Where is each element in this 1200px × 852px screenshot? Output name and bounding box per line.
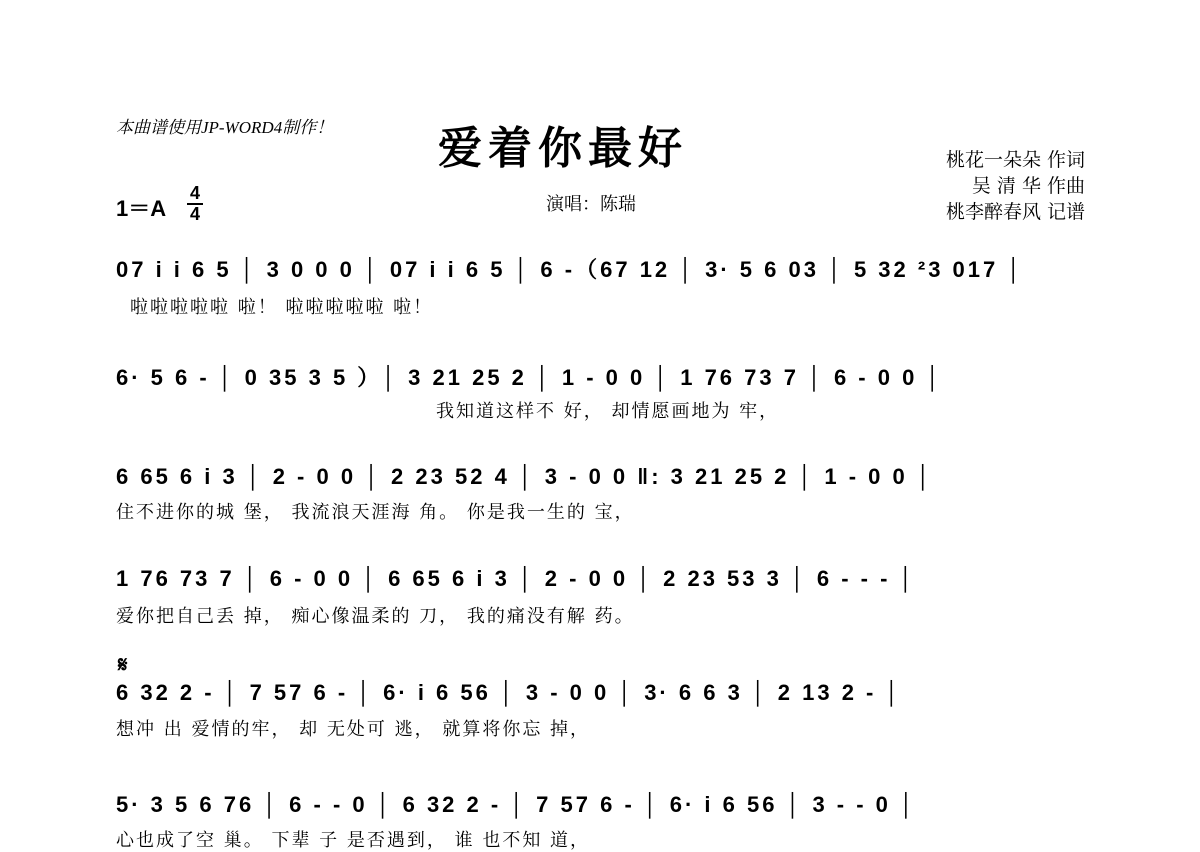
score-line-5: 6 32 2 - │ 7 57 6 - │ 6· i 6 56 │ 3 - 0 0 │ 3· 6 6 3 │ 2 13 2 - │ [116, 680, 903, 705]
singer: 演唱：陈瑞 [546, 194, 636, 215]
lyrics-line-3: 住不进你的城 堡， 我流浪天涯海 角。 你是我一生的 宝， [116, 502, 635, 523]
segno-sign: 𝄋 [118, 653, 128, 678]
time-signature-top: 4 [189, 183, 200, 203]
time-signature [187, 184, 203, 224]
lyrics-line-2: 我知道这样不 好， 却情愿画地为 牢， [436, 401, 780, 422]
score-line-6: 5· 3 5 6 76 │ 6 - - 0 │ 6 32 2 - │ 7 57 6 - │ 6· i 6 56 │ 3 - - 0 │ [116, 792, 917, 817]
composer: 吴 清 华 作曲 [971, 175, 1085, 197]
credits [946, 147, 1085, 225]
lyricist: 桃花一朵朵 作词 [945, 149, 1085, 171]
score-line-4: 1 76 73 7 │ 6 - 0 0 │ 6 65 6 i 3 │ 2 - 0 0 │ 2 23 53 3 │ 6 - - - │ [116, 566, 917, 591]
score-line-2: 6· 5 6 - │ 0 35 3 5 ）│ 3 21 25 2 │ 1 - 0 0 │ 1 76 73 7 │ 6 - 0 0 │ [116, 365, 944, 390]
lyrics-line-6: 心也成了空 巢。 下辈 子 是否遇到， 谁 也不知 道， [116, 830, 591, 851]
key-label: 1＝A [116, 196, 167, 221]
transcriber: 桃李醉春风 记谱 [945, 201, 1085, 223]
song-title: 爱着你最好 [438, 123, 688, 174]
lyrics-line-4: 爱你把自己丢 掉， 痴心像温柔的 刀， 我的痛没有解 药。 [116, 606, 635, 627]
lyrics-line-5: 想冲 出 爱情的牢， 却 无处可 逃， 就算将你忘 掉， [116, 719, 591, 740]
key-signature [116, 192, 166, 223]
score-line-3: 6 65 6 i 3 │ 2 - 0 0 │ 2 23 52 4 │ 3 - 0 0 ‖: 3 21 25 2 │ 1 - 0 0 │ [116, 464, 934, 489]
score-line-1: 07 i i 6 5 │ 3 0 0 0 │ 07 i i 6 5 │ 6 -（67 12 │ 3· 5 6 03 │ 5 32 ²3 017 │ [116, 257, 1025, 282]
lyrics-line-1: 啦啦啦啦啦 啦！ 啦啦啦啦啦 啦！ [130, 297, 434, 318]
software-note: 本曲谱使用JP-WORD4制作！ [116, 118, 334, 137]
time-signature-bottom: 4 [189, 204, 200, 224]
